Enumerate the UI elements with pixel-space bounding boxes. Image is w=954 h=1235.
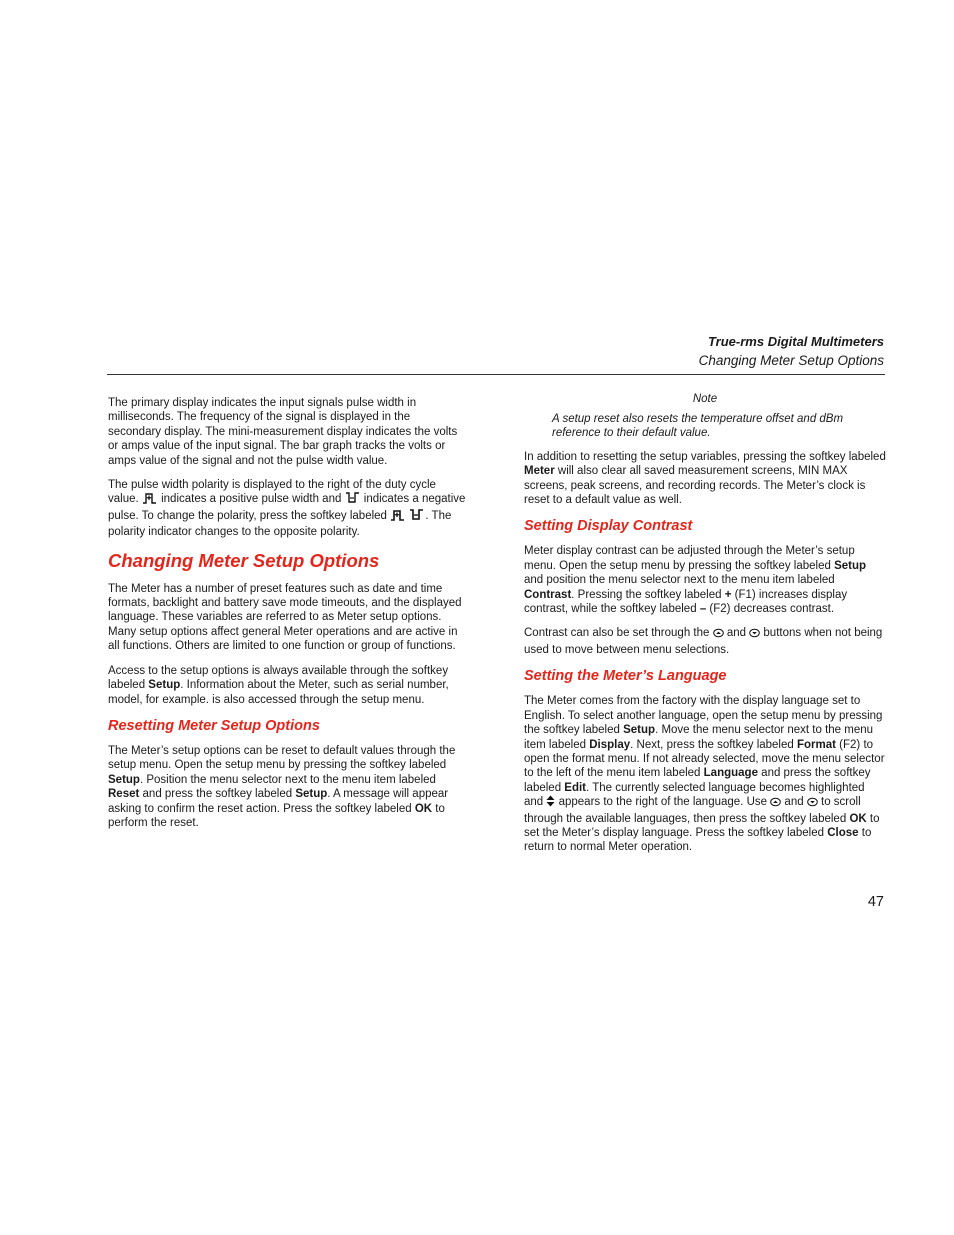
down-arrow-button-icon xyxy=(807,797,818,811)
up-down-arrows-icon xyxy=(546,795,555,811)
paragraph-preset-features: The Meter has a number of preset features such as date and time formats, backlight and battery save mode timeouts, and the displayed language. These variables are referred to as Meter setup options. Many setup options affect general Meter operations and are active in all functions. Others are limited to one function or group of functions. xyxy=(108,582,462,653)
header-rule xyxy=(107,374,885,375)
section-heading-changing-setup: Changing Meter Setup Options xyxy=(108,549,380,571)
positive-pulse-icon xyxy=(142,492,158,508)
note-text: A setup reset also resets the temperature offset and dBm reference to their default value. xyxy=(552,413,844,440)
paragraph-contrast-buttons: Contrast can also be set through the and buttons when not being used to move between menu selections. xyxy=(524,627,883,656)
subheading-display-contrast: Setting Display Contrast xyxy=(524,518,693,535)
positive-pulse-icon xyxy=(390,509,406,525)
paragraph-contrast-setup: Meter display contrast can be adjusted through the Meter’s setup menu. Open the setup menu by pressing the softkey labeled Setup and position the menu selector next to the menu item labeled Contrast. Pressing the softkey labeled + (F1) increases display contrast, while the softkey labeled – (F2) decreases contrast. xyxy=(524,545,867,616)
header-title: True-rms Digital Multimeters xyxy=(707,334,884,349)
note-label: Note xyxy=(692,393,718,405)
paragraph-polarity: The pulse width polarity is displayed to the right of the duty cycle value. indicates a positive pulse width and indicates a negative pulse. To change the polarity, press the softkey labeled . The polarity indicator changes to the opposite polarity. xyxy=(108,479,466,539)
negative-pulse-icon xyxy=(345,492,361,508)
paragraph-language-setup: The Meter comes from the factory with the display language set to English. To select another language, open the setup menu by pressing the softkey labeled Setup. Move the menu selector next to the menu item labeled Display. Next, press the softkey labeled Format (F2) to open the format menu. If not already selected, move the menu selector to the left of the menu item labeled Language and press the softkey labeled Edit. The currently selected language becomes highlighted and appears to the right of the language. Use and to scroll through the available languages, then press the softkey labeled OK to set the Meter’s display language. Press the softkey labeled Close to return to normal Meter operation. xyxy=(524,695,885,854)
paragraph-reset-procedure: The Meter’s setup options can be reset to default values through the setup menu. Open the setup menu by pressing the softkey labeled Setup. Position the menu selector next to the menu item labeled Reset and press the softkey labeled Setup. A message will appear asking to confirm the reset action. Press the softkey labeled OK to perform the reset. xyxy=(108,744,456,829)
paragraph-pulse-width: The primary display indicates the input signals pulse width in milliseconds. The frequency of the signal is displayed in the secondary display. The mini-measurement display indicates the volts or amps value of the input signal. The bar graph tracks the volts or amps value of the signal and not the pulse width value. xyxy=(108,397,458,467)
header-subtitle: Changing Meter Setup Options xyxy=(698,353,884,368)
up-arrow-button-icon xyxy=(770,797,781,811)
subheading-meter-language: Setting the Meter’s Language xyxy=(524,668,727,685)
paragraph-reset-meter: In addition to resetting the setup variables, pressing the softkey labeled Meter will also clear all saved measurement screens, MIN MAX screens, peak screens, and recording records. The Meter’s clock is reset to a default value as well. xyxy=(524,450,886,507)
page-number: 47 xyxy=(867,894,884,910)
subheading-resetting-setup: Resetting Meter Setup Options xyxy=(108,717,320,734)
negative-pulse-icon xyxy=(409,509,425,525)
running-header xyxy=(699,333,884,370)
right-column xyxy=(524,393,886,865)
left-column xyxy=(108,396,466,840)
up-arrow-button-icon xyxy=(713,628,724,642)
down-arrow-button-icon xyxy=(749,628,760,642)
paragraph-access-setup: Access to the setup options is always available through the softkey labeled Setup. Information about the Meter, such as serial number, model, for example. is also accessed through the setup menu. xyxy=(108,664,449,706)
